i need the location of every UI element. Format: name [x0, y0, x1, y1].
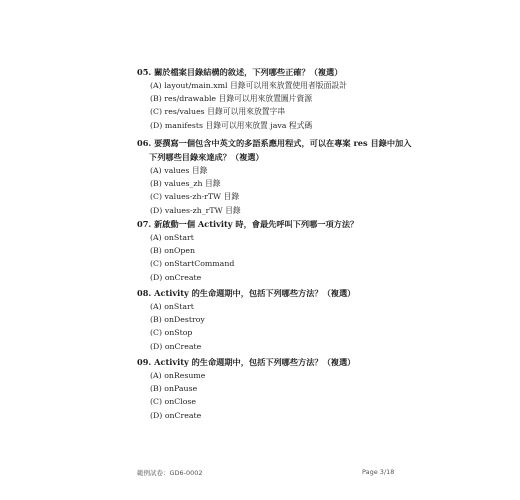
- question-05: [137, 65, 387, 132]
- stem-line: [137, 355, 387, 369]
- stem-line-continued: 下列哪些目錄來達成？（複選）: [149, 152, 264, 162]
- question-number: 05.: [137, 67, 152, 77]
- footer-exam-id: 範例試卷：GD6-0002: [137, 469, 203, 477]
- question-08: [137, 286, 387, 353]
- option-a: (A) onStart: [150, 302, 194, 311]
- option-c: (C) res/values 目錄可以用來放置字串: [150, 107, 286, 117]
- option-a: (A) onStart: [150, 233, 194, 242]
- option-b: (B) onOpen: [150, 246, 196, 256]
- stem-line: [137, 286, 387, 300]
- stem-text: 關於檔案目錄結構的敘述，下列哪些正確？（複選）: [154, 67, 343, 77]
- stem-text: Activity 的生命週期中，包括下列哪些方法？（複選）: [154, 357, 356, 367]
- option-d: (D) onCreate: [150, 410, 202, 420]
- question-stem: [137, 65, 387, 79]
- footer-page-number: Page 3/18: [362, 468, 395, 476]
- option-a: (A) onResume: [150, 371, 206, 380]
- question-stem: [137, 136, 412, 164]
- question-number: 06.: [137, 138, 152, 148]
- question-09: [137, 355, 387, 422]
- question-06: [137, 136, 412, 217]
- question-stem: [137, 286, 387, 300]
- stem-line: [137, 136, 412, 150]
- option-b: (B) onDestroy: [150, 315, 205, 325]
- option-b: (B) onPause: [150, 384, 198, 394]
- stem-text: 新啟動一個 Activity 時，會最先呼叫下列哪一項方法？: [154, 219, 359, 229]
- question-stem: [137, 355, 387, 369]
- option-c: (C) onStartCommand: [150, 259, 235, 269]
- question-number: 08.: [137, 288, 152, 298]
- stem-text: Activity 的生命週期中，包括下列哪些方法？（複選）: [154, 288, 356, 298]
- question-number: 07.: [137, 219, 152, 229]
- question-stem: [137, 217, 387, 231]
- question-07: [137, 217, 387, 284]
- option-d: (D) values-zh_rTW 目錄: [150, 205, 241, 215]
- option-a: (A) layout/main.xml 目錄可以用來放置使用者版面設計: [150, 81, 347, 90]
- option-b: (B) values_zh 目錄: [150, 179, 221, 189]
- stem-line: [137, 217, 387, 231]
- option-d: (D) onCreate: [150, 341, 202, 351]
- option-d: (D) manifests 目錄可以用來放置 java 程式碼: [150, 120, 313, 130]
- option-c: (C) onClose: [150, 397, 197, 407]
- stem-line: [137, 65, 387, 79]
- option-b: (B) res/drawable 目錄可以用來放置圖片資源: [150, 94, 313, 104]
- option-c: (C) values-zh-rTW 目錄: [150, 192, 240, 202]
- option-d: (D) onCreate: [150, 272, 202, 282]
- option-c: (C) onStop: [150, 328, 193, 338]
- stem-text: 要撰寫一個包含中英文的多語系應用程式，可以在專案 res 目錄中加入: [154, 138, 412, 148]
- question-number: 09.: [137, 357, 152, 367]
- option-a: (A) values 目錄: [150, 166, 208, 175]
